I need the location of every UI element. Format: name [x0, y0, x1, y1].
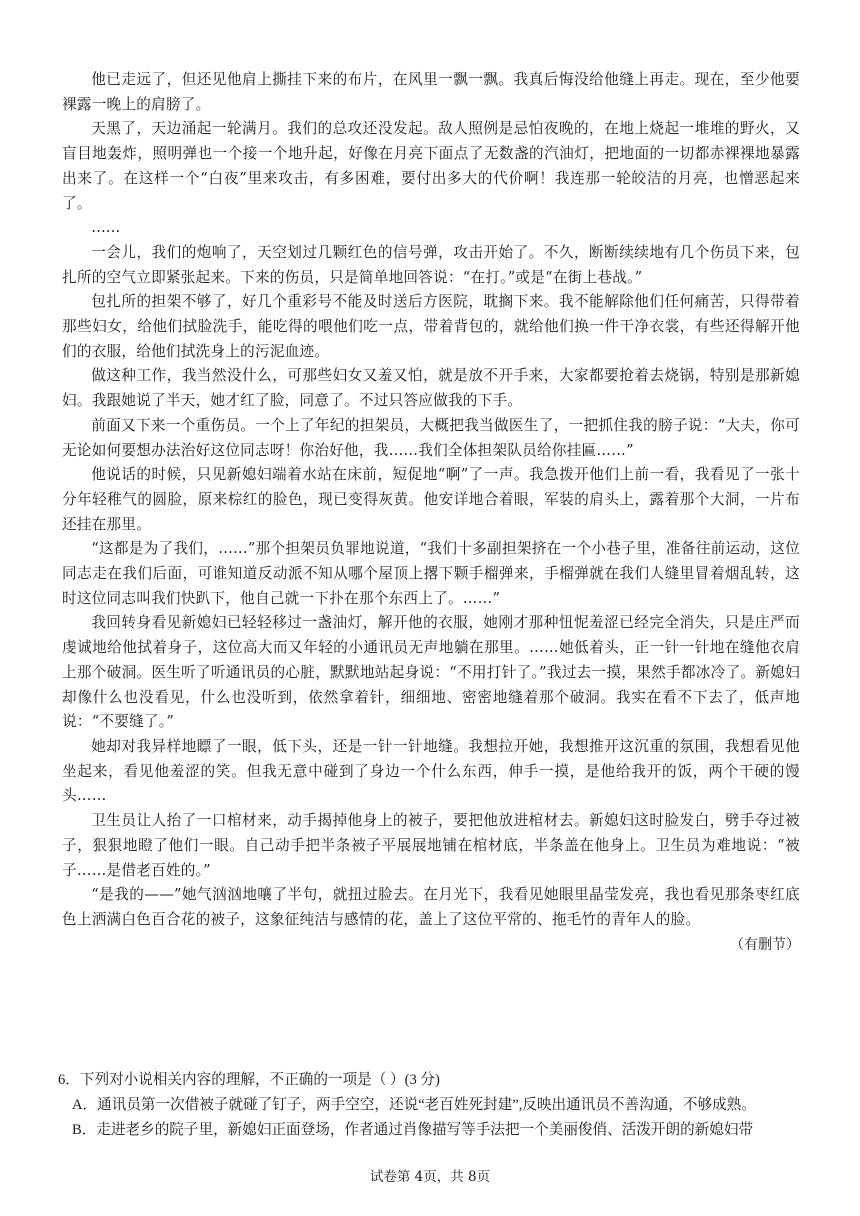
paragraph-6: 前面又下来一个重伤员。一个上了年纪的担架员，大概把我当做医生了，一把抓住我的膀子说：“大夫，你可无论如何要想办法治好这位同志呀！你治好他，我……我们全体担架队员给你挂匾……” — [62, 416, 800, 459]
paragraph-3: 一会儿，我们的炮响了，天空划过几颗红色的信号弹，攻击开始了。不久，断断续续地有几个伤员下来，包扎所的空气立即紧张起来。下来的伤员，只是简单地回答说：“在打。”或是“在街上巷战。” — [62, 243, 800, 286]
page-footer: 试卷第 4页，共 8页 — [369, 1169, 491, 1185]
question-stem: 6．下列对小说相关内容的理解，不正确的一项是（ ）(3 分) — [58, 1072, 440, 1088]
paragraph-12: “是我的——”她气汹汹地嚷了半句，就扭过脸去。在月光下，我看见她眼里晶莹发亮，我也看见那条枣红底色上洒满白色百合花的被子，这象征纯洁与感情的花，盖上了这位平常的、拖毛竹的青年人的脸。 — [62, 886, 800, 928]
question-6 — [58, 1068, 802, 1143]
paragraph-1: 他已走远了，但还见他肩上撕挂下来的布片，在风里一飘一飘。我真后悔没给他缝上再走。现在，至少他要裸露一晚上的肩膀了。 — [62, 71, 800, 113]
paragraph-8: “这都是为了我们，……”那个担架员负罪地说道，“我们十多副担架挤在一个小巷子里，准备往前运动，这位同志走在我们后面，可谁知道反动派不知从哪个屋顶上撂下颗手榴弹来，手榴弹就在我们人缝里冒着烟乱转，这时这位同志叫我们快趴下，他自己就一下扑在那个东西上了。……” — [62, 540, 800, 607]
paragraph-9: 我回转身看见新媳妇已轻轻移过一盏油灯，解开他的衣服，她刚才那种忸怩羞涩已经完全消失，只是庄严而虔诚地给他拭着身子，这位高大而又年轻的小通讯员无声地躺在那里。……她低着头，正一针一针地在缝他衣肩上那个破洞。医生听了听通讯员的心脏，默默地站起身说：“不用打针了。”我过去一摸，果然手都冰冷了。新媳妇却像什么也没看见，什么也没听到，依然拿着针，细细地、密密地缝着那个破洞。我实在看不下去了，低声地说：“不要缝了。” — [62, 614, 800, 731]
paragraph-2: 天黑了，天边涌起一轮满月。我们的总攻还没发起。敌人照例是忌怕夜晚的，在地上烧起一堆堆的野火，又盲目地轰炸，照明弹也一个接一个地升起，好像在月亮下面点了无数盏的汽油灯，把地面的一切都赤裸裸地暴露出来了。在这样一个“白夜”里来攻击，有多困难，要付出多大的代价啊！我连那一轮皎洁的月亮，也憎恶起来了。 — [62, 120, 800, 212]
option-b: B．走进老乡的院子里，新媳妇正面登场，作者通过肖像描写等手法把一个美丽俊俏、活泼开朗的新媳妇带 — [72, 1122, 754, 1138]
abridged-note: （有删节） — [730, 936, 800, 953]
paragraph-10: 她却对我异样地瞟了一眼，低下头，还是一针一针地缝。我想拉开她，我想推开这沉重的氛围，我想看见他坐起来，看见他羞涩的笑。但我无意中碰到了身边一个什么东西，伸手一摸，是他给我开的饭，两个干硬的馒头…… — [62, 737, 800, 805]
option-a: A．通讯员第一次借被子就碰了钉子，两手空空，还说“老百姓死封建”,反映出通讯员不善沟通，不够成熟。 — [72, 1097, 756, 1113]
paragraph-11: 卫生员让人抬了一口棺材来，动手揭掉他身上的被子，要把他放进棺材去。新媳妇这时脸发白，劈手夺过被子，狠狠地瞪了他们一眼。自己动手把半条被子平展展地铺在棺材底，半条盖在他身上。卫生员为难地说：“被子……是借老百姓的。” — [62, 812, 800, 879]
paragraph-7: 他说话的时候，只见新媳妇端着水站在床前，短促地“啊”了一声。我急拨开他们上前一看，我看见了一张十分年轻稚气的圆脸，原来棕红的脸色，现已变得灰黄。他安详地合着眼，军装的肩头上，露着那个大洞，一片布还挂在那里。 — [62, 466, 800, 533]
passage — [62, 68, 800, 957]
paragraph-4: 包扎所的担架不够了，好几个重彩号不能及时送后方医院，耽搁下来。我不能解除他们任何痛苦，只得带着那些妇女，给他们拭脸洗手，能吃得的喂他们吃一点，带着背包的，就给他们换一件干净衣裳，有些还得解开他们的衣服，给他们拭洗身上的污泥血迹。 — [62, 293, 800, 360]
paragraph-5: 做这种工作，我当然没什么，可那些妇女又羞又怕，就是放不开手来，大家都要抢着去烧锅，特别是那新媳妇。我跟她说了半天，她才红了脸，同意了。不过只答应做我的下手。 — [62, 367, 800, 410]
ellipsis-line: …… — [91, 219, 121, 237]
